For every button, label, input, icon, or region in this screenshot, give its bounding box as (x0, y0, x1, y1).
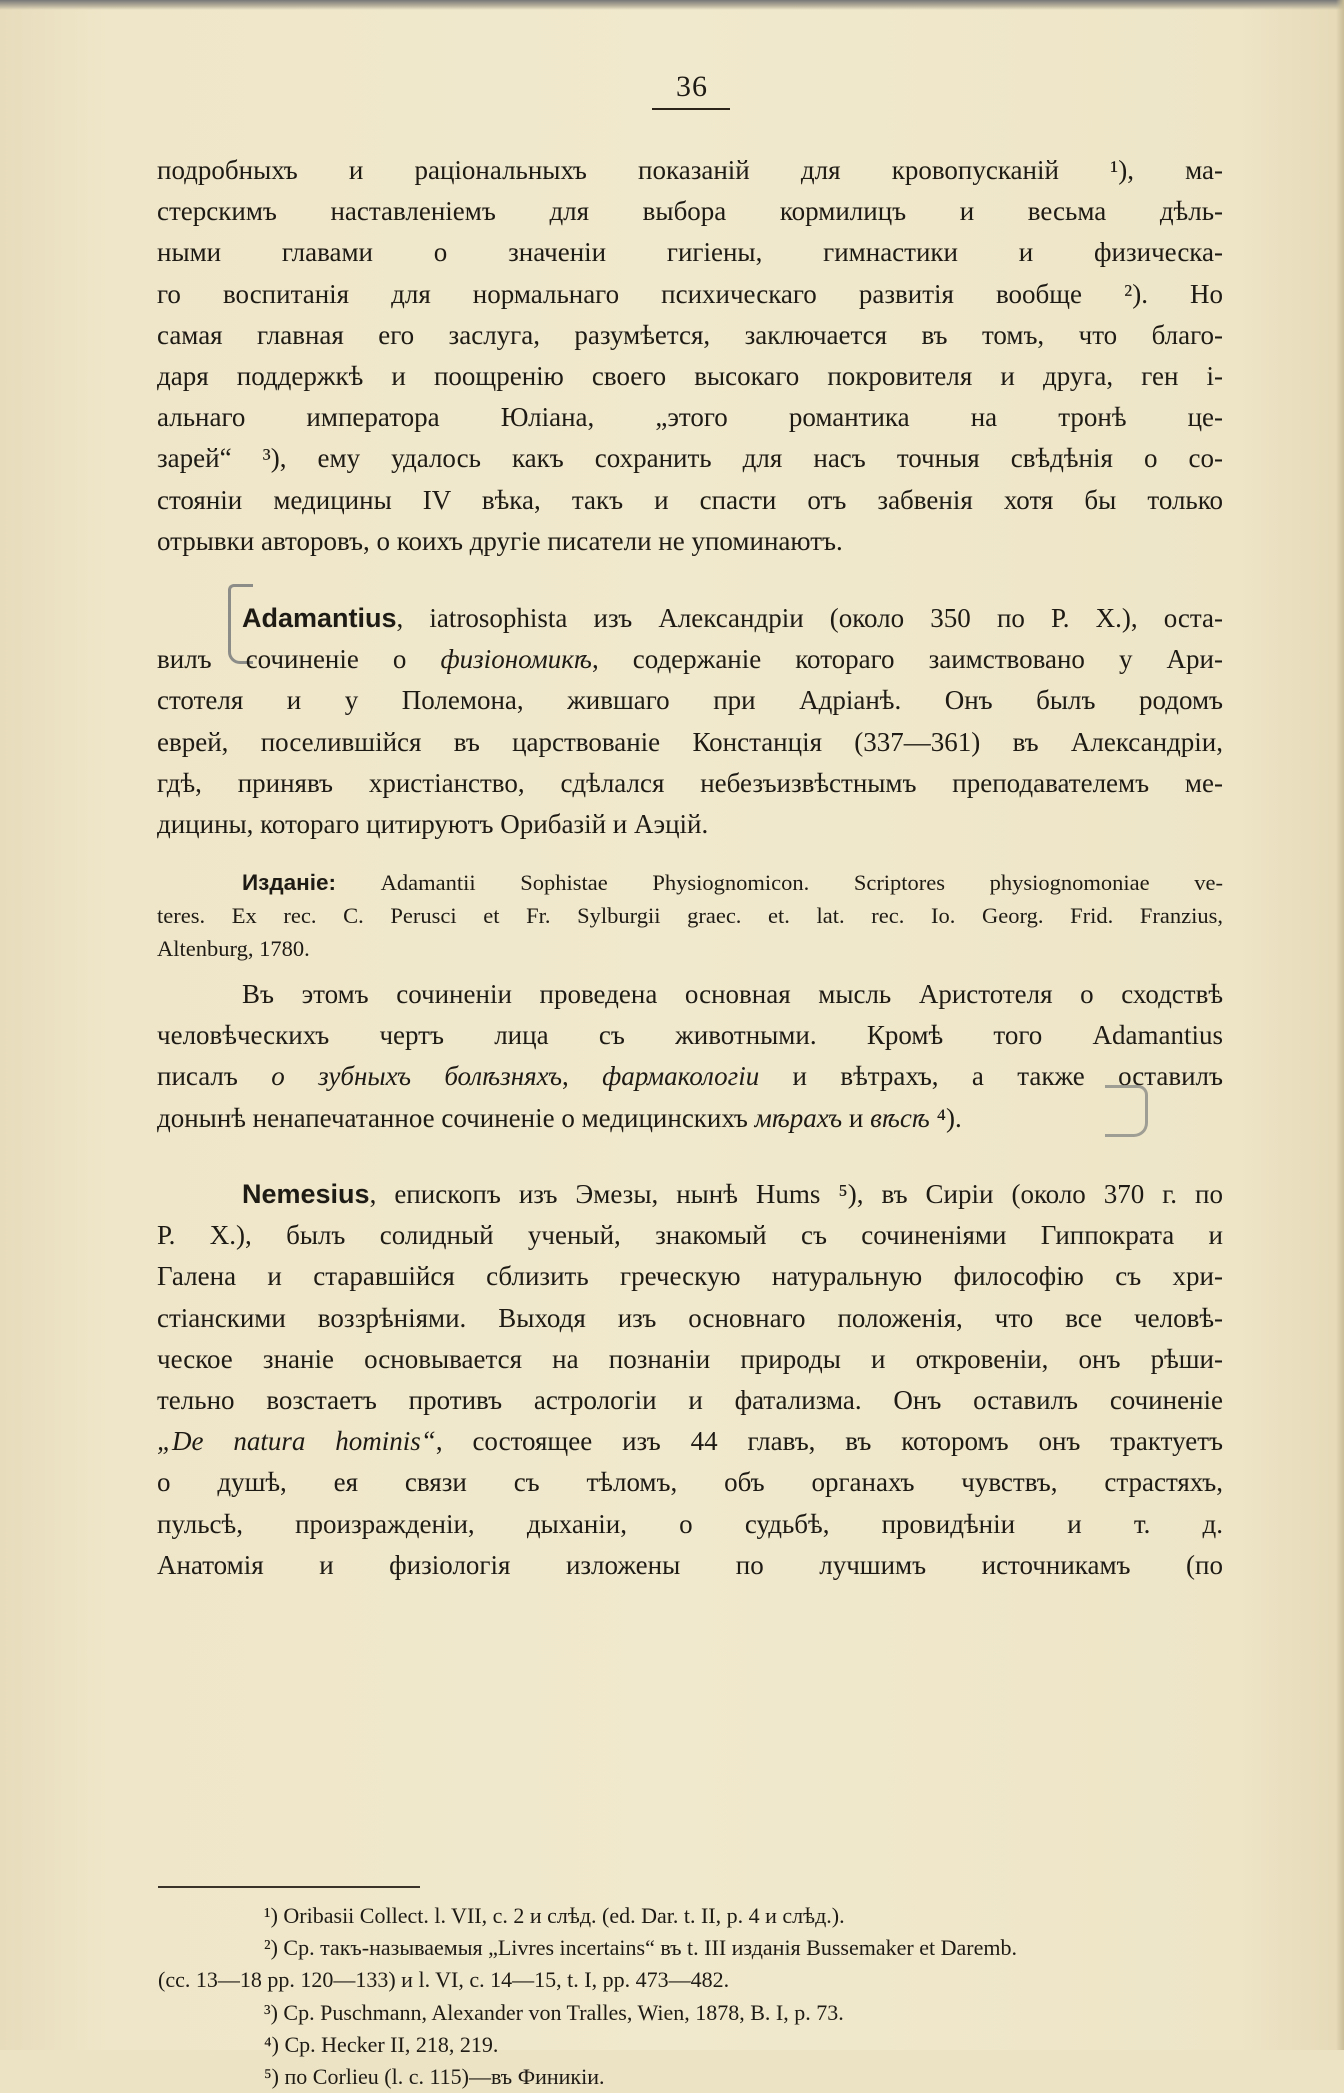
text-line: Анатомія и физіологія изложены по лучшимъ источникамъ (по (157, 1549, 1223, 1580)
footnote: ²) Ср. такъ-называемыя „Livres incertains“ въ t. III изданія Bussemaker et Daremb. (264, 1935, 1017, 1961)
text-run: ⁴). (929, 1102, 962, 1133)
text-line: стотеля и у Полемона, жившаго при Адріанѣ. Онъ былъ родомъ (157, 685, 1223, 716)
text-line: Altenburg, 1780. (157, 936, 310, 961)
text-run: Adamantii Sophistae Physiognomicon. Scriptores physiognomoniae ve- (336, 870, 1223, 895)
text-line: ческое знаніе основывается на познаніи природы и откровеніи, онъ рѣши- (157, 1343, 1223, 1374)
page-number: 36 (676, 70, 708, 103)
text-line (157, 1421, 1223, 1462)
text-line: человѣческихъ чертъ лица съ животными. Кромѣ того Adamantius (157, 1020, 1223, 1051)
pencil-bracket-mark (1105, 1085, 1148, 1137)
text-line: зарей“ ³), ему удалось какъ сохранить для насъ точныя свѣдѣнія о со- (157, 443, 1223, 474)
page-top-edge (0, 0, 1344, 10)
author-name: Nemesius (242, 1179, 370, 1209)
text-line: самая главная его заслуга, разумѣется, заключается въ томъ, что благо- (157, 319, 1223, 350)
paragraph-continuation (157, 150, 1223, 562)
text-line: Галена и старавшійся сблизить греческую натуральную философію съ хри- (157, 1261, 1223, 1292)
text-run: и (842, 1102, 871, 1133)
text-line: Въ этомъ сочиненіи проведена основная мысль Аристотеля о сходствѣ (242, 979, 1223, 1009)
text-line (157, 1056, 1223, 1097)
text-line: гдѣ, принявъ христіанство, сдѣлался небезъизвѣстнымъ преподавателемъ ме- (157, 767, 1223, 798)
footnote: ¹) Oribasii Collect. l. VII, c. 2 и слѣд. (ed. Dar. t. II, p. 4 и слѣд.). (264, 1903, 845, 1928)
text-run: , iatrosophista изъ Александріи (около 350 по Р. Х.), оста- (396, 603, 1223, 633)
text-run: , состоящее изъ 44 главъ, въ которомъ онъ трактуетъ (435, 1426, 1223, 1457)
text-line (157, 598, 1223, 639)
footnote: ³) Ср. Puschmann, Alexander von Tralles, Wien, 1878, B. I, p. 73. (264, 1999, 844, 2025)
paragraph-adamantius-continued (157, 974, 1223, 1139)
italic-title: о зубныхъ болѣзняхъ (271, 1061, 562, 1092)
italic-title: мѣрахъ (754, 1102, 843, 1133)
italic-title: вѣсѣ (870, 1102, 930, 1133)
text-line (157, 1098, 1223, 1139)
footnote: ⁵) по Corlieu (l. c. 115)—въ Финикіи. (264, 2064, 605, 2090)
italic-title: „De natura hominis“ (157, 1426, 436, 1457)
page-right-edge (1336, 0, 1344, 2050)
text-line: стояніи медицины IV вѣка, такъ и спасти отъ забвенія хотя бы только (157, 484, 1223, 515)
page-number-underline (652, 108, 730, 110)
text-line: стіанскими воззрѣніями. Выходя изъ основнаго положенія, что все человѣ- (157, 1302, 1223, 1333)
paragraph-nemesius (157, 1174, 1223, 1586)
footnotes (158, 1900, 1222, 2093)
text-run: , содержаніе котораго заимствовано у Ари- (591, 644, 1223, 675)
text-line (157, 866, 1223, 899)
text-line: подробныхъ и раціональныхъ показаній для кровопусканій ¹), ма- (157, 155, 1223, 185)
text-line: тельно возстаетъ противъ астрологіи и фатализма. Онъ оставилъ сочиненіе (157, 1385, 1223, 1416)
italic-title: фармакологіи (602, 1061, 760, 1092)
text-line: пульсѣ, произражденіи, дыханіи, о судьбѣ, провидѣніи и т. д. (157, 1508, 1223, 1539)
italic-title: физіономикѣ (440, 644, 592, 675)
paragraph-adamantius (157, 598, 1223, 845)
text-run: писалъ (157, 1061, 272, 1092)
text-run: , епископъ изъ Эмезы, нынѣ Hums ⁵), въ Сиріи (около 370 г. по (369, 1179, 1223, 1209)
author-name: Adamantius (242, 603, 397, 633)
text-line: еврей, поселившійся въ царствованіе Констанція (337—361) въ Александріи, (157, 726, 1223, 757)
text-run: , (561, 1061, 603, 1092)
text-run: донынѣ ненапечатанное сочиненіе о медицинскихъ (157, 1102, 755, 1133)
text-line: teres. Ex rec. C. Perusci et Fr. Sylburgii graec. et. lat. rec. Io. Georg. Frid. Franzius, (157, 903, 1223, 928)
edition-label: Изданіе: (242, 870, 336, 895)
text-line: даря поддержкѣ и поощренію своего высокаго покровителя и друга, ген і- (157, 361, 1223, 392)
text-line: ными главами о значеніи гигіены, гимнастики и физическа- (157, 237, 1223, 268)
text-run: и вѣтрахъ, а также оставилъ (759, 1061, 1223, 1092)
text-line: стерскимъ наставленіемъ для выбора кормилицъ и весьма дѣль- (157, 196, 1223, 227)
text-line (157, 639, 1223, 680)
text-line (157, 1174, 1223, 1215)
text-line: о душѣ, ея связи съ тѣломъ, объ органахъ чувствъ, страстяхъ, (157, 1467, 1223, 1498)
footnote-continuation: (сс. 13—18 pp. 120—133) и l. VI, c. 14—15, t. I, pp. 473—482. (158, 1967, 730, 1993)
text-line: альнаго императора Юліана, „этого романтика на тронѣ це- (157, 402, 1223, 433)
footnote: ⁴) Ср. Hecker II, 218, 219. (264, 2031, 499, 2057)
footnote-rule (158, 1886, 420, 1888)
text-line: отрывки авторовъ, о коихъ другіе писатели не упоминаютъ. (157, 525, 843, 556)
text-line: дицины, котораго цитируютъ Орибазій и Аэцій. (157, 809, 709, 840)
text-line: Р. Х.), былъ солидный ученый, знакомый съ сочиненіями Гиппократа и (157, 1220, 1223, 1251)
edition-note (157, 866, 1223, 965)
text-run: вилъ сочиненіе о (157, 644, 441, 675)
text-line: го воспитанія для нормальнаго психическаго развитія вообще ²). Но (157, 278, 1223, 309)
